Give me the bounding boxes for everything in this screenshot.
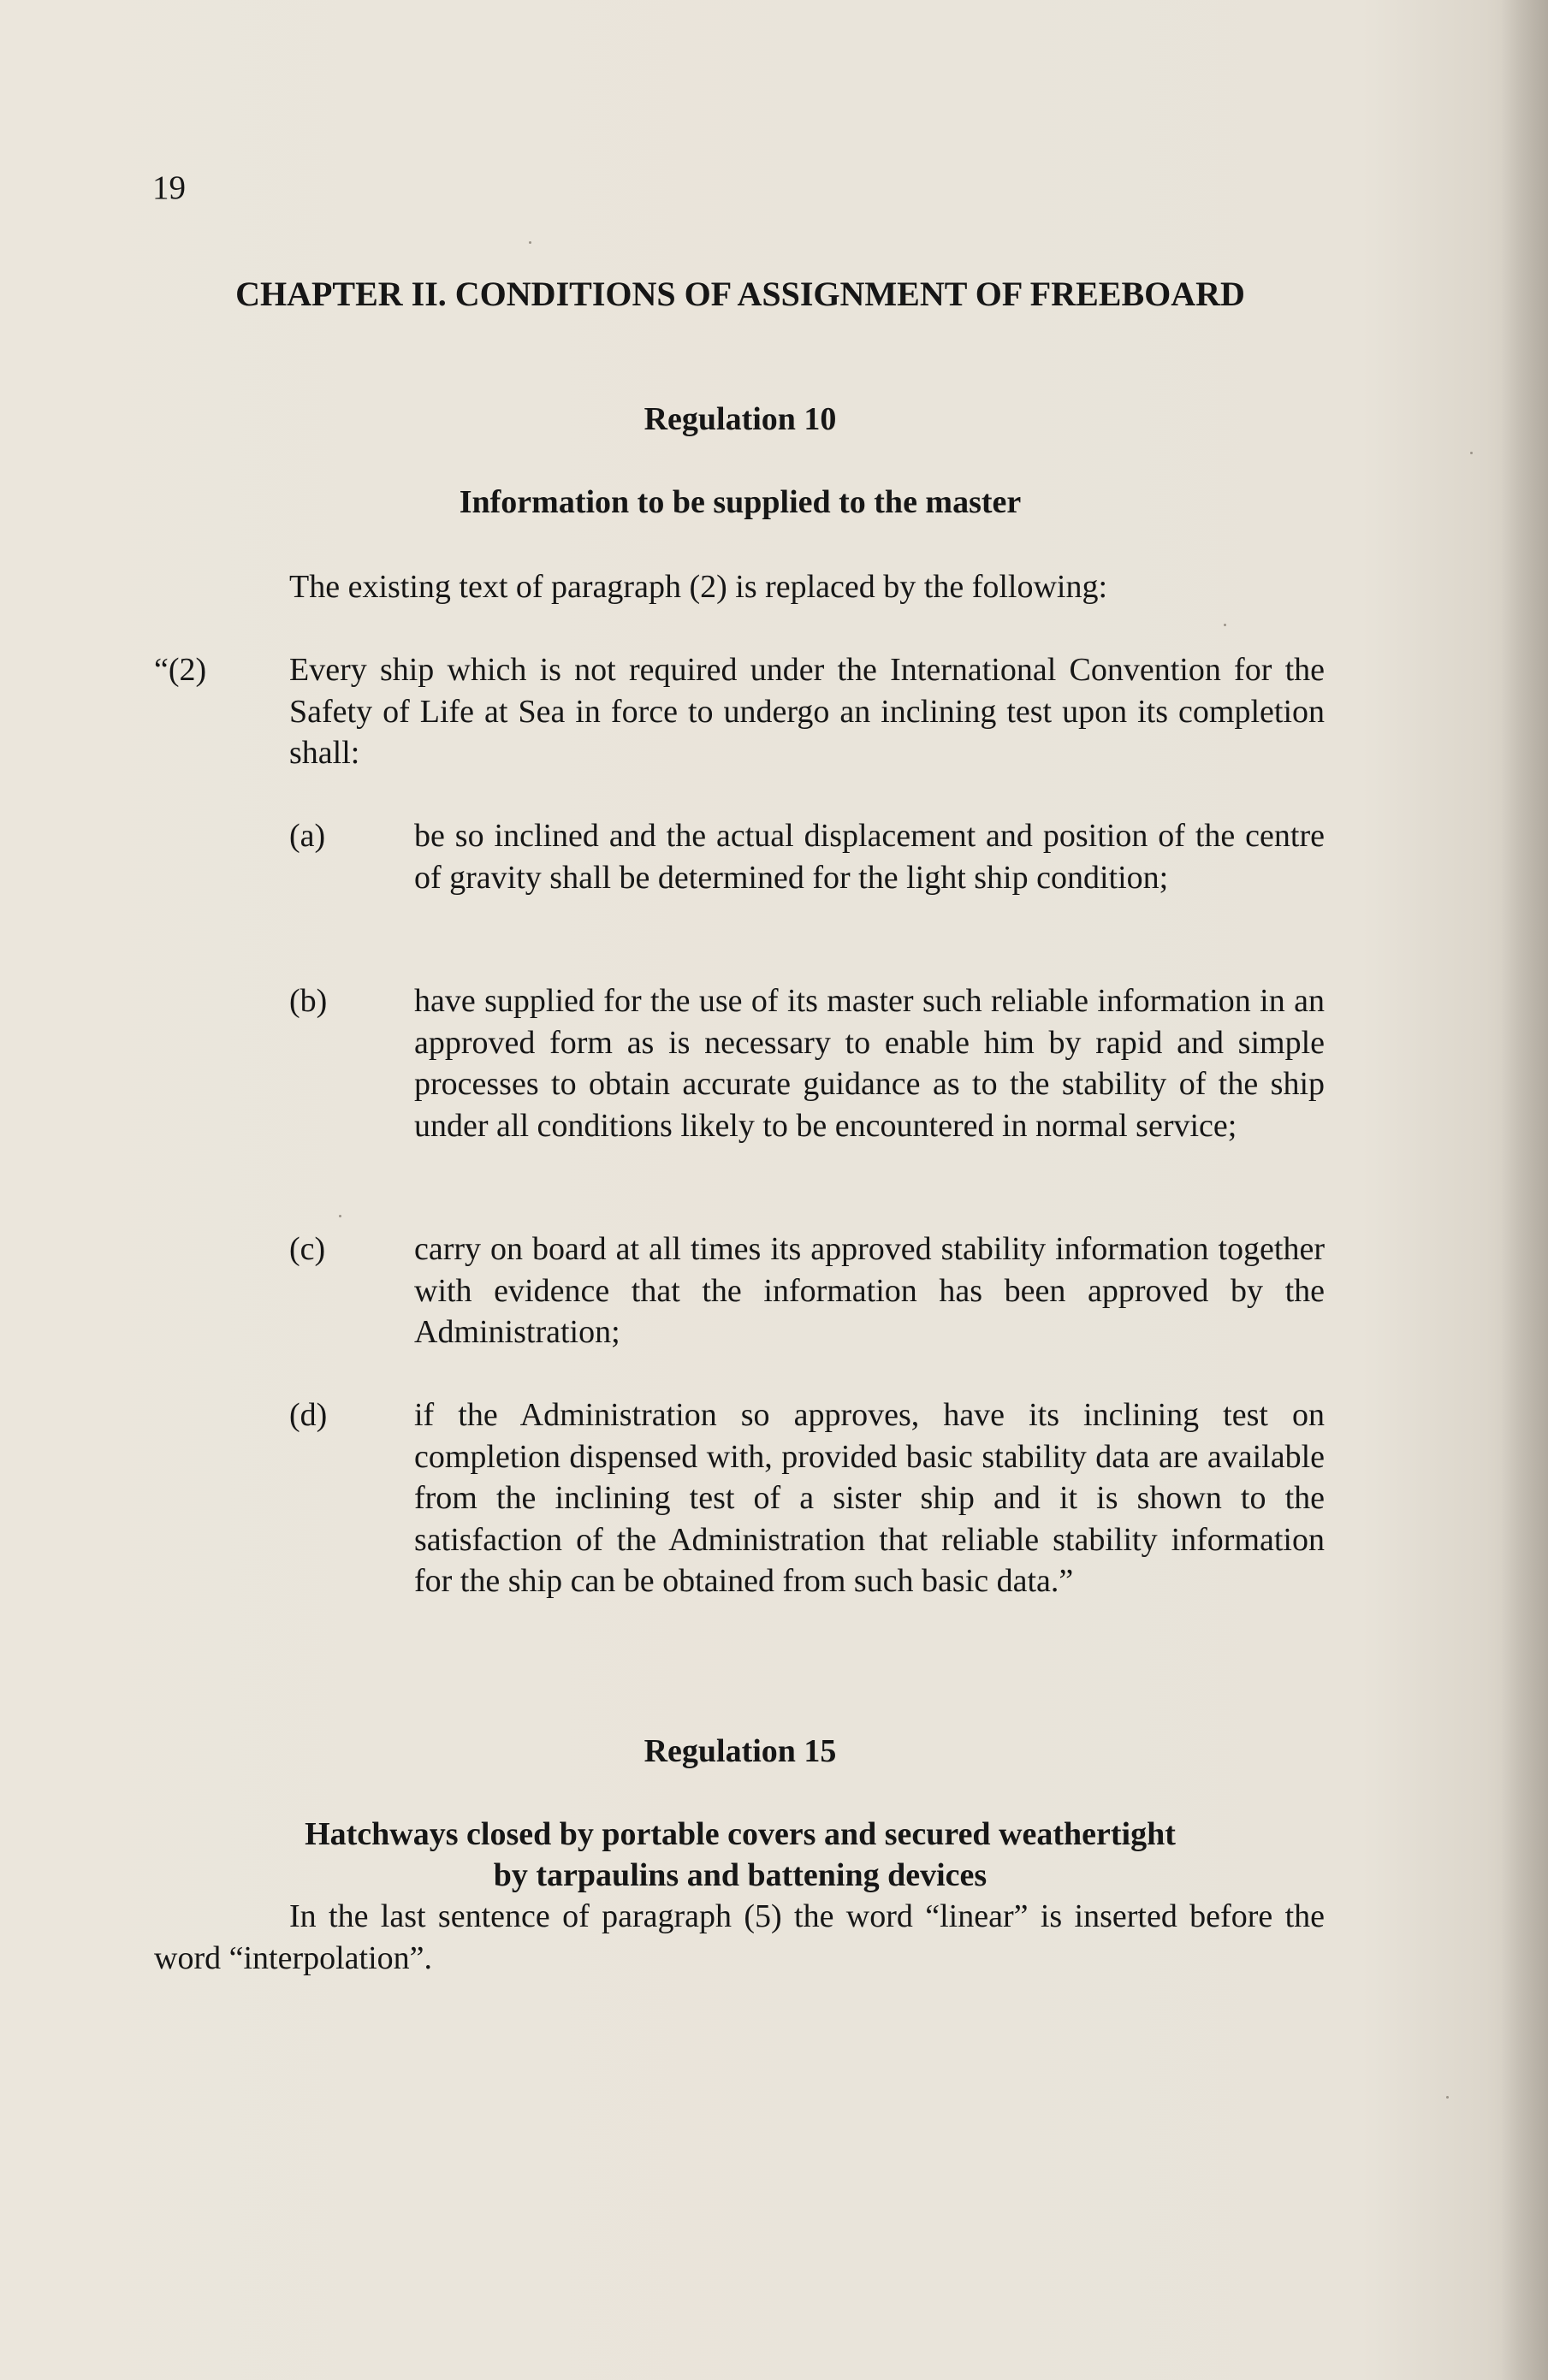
item-a-marker: (a) [289, 818, 326, 854]
chapter-title: CHAPTER II. CONDITIONS OF ASSIGNMENT OF FREEBOARD [235, 275, 1245, 313]
paper-speck [1470, 452, 1473, 454]
item-d-text: if the Administration so approves, have its inclining test on completion dispensed with, provided basic stability data are available from the inclining test of a sister ship and it is shown to the satisfaction of the Administration that reliable stability information for the ship can be obtained from such basic data.” [414, 1397, 1325, 1599]
paper-speck [1446, 2096, 1449, 2099]
regulation-15-text: In the last sentence of paragraph (5) the word “linear” is inserted before the word “interpolation”. [154, 1898, 1325, 1976]
item-c-marker: (c) [289, 1231, 326, 1267]
regulation-15-title: Regulation 15 [644, 1733, 837, 1769]
regulation-10-subtitle: Information to be supplied to the master [459, 484, 1022, 520]
regulation-10-intro: The existing text of paragraph (2) is replaced by the following: [289, 569, 1108, 605]
regulation-10-title: Regulation 10 [644, 401, 837, 437]
regulation-15-subtitle-line-2: by tarpaulins and battening devices [493, 1857, 988, 1893]
paragraph-2-marker: “(2) [154, 652, 207, 688]
paper-speck [529, 241, 531, 244]
item-d-marker: (d) [289, 1397, 328, 1433]
page-number: 19 [152, 169, 186, 206]
paragraph-2-text: Every ship which is not required under the International Convention for the Safety of Life at Sea in force to undergo an inclining test upon its completion shall: [289, 652, 1325, 771]
item-a-text: be so inclined and the actual displacement and position of the centre of gravity shall be determined for the light ship condition; [414, 818, 1325, 896]
item-b-marker: (b) [289, 983, 328, 1019]
item-b-text: have supplied for the use of its master such reliable information in an approved form as is necessary to enable him by rapid and simple processes to obtain accurate guidance as to the stability of the ship under all conditions likely to be encountered in normal service; [414, 983, 1325, 1144]
paper-speck [1224, 624, 1226, 626]
paper-speck [339, 1215, 341, 1217]
page-edge-shadow [1501, 0, 1548, 2380]
item-c-text: carry on board at all times its approved stability information together with evidence that the information has been approved by the Administration; [414, 1231, 1325, 1350]
regulation-15-subtitle [154, 1814, 1326, 1896]
regulation-15-subtitle-line-1: Hatchways closed by portable covers and secured weathertight [305, 1816, 1176, 1852]
